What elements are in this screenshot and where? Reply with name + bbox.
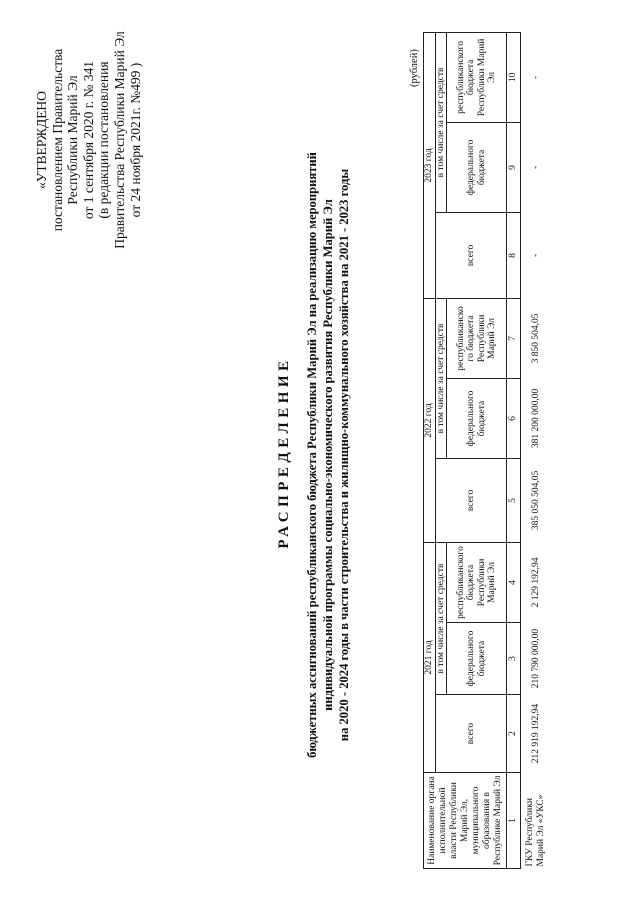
- document-subtitle: [304, 25, 352, 885]
- header-row-years: [424, 32, 436, 868]
- approval-line: «УТВЕРЖДЕНО: [34, 91, 49, 189]
- column-number: 1: [507, 773, 521, 869]
- approval-line: от 24 ноября 2021г. №499 ): [127, 62, 143, 218]
- year-header: 2021 год: [424, 542, 436, 772]
- federal-header: федерального бюджета: [447, 122, 507, 212]
- value-cell: -: [530, 75, 541, 80]
- value-cell: -: [530, 253, 541, 258]
- including-header: в том числе за счет средств: [435, 298, 447, 458]
- value-cell: 3 850 504,05: [530, 313, 541, 364]
- value-cell: 212 919 192,94: [530, 703, 541, 764]
- header-row-including: [435, 32, 447, 868]
- approval-line: Республики Марий Эл: [65, 75, 81, 205]
- approval-line: постановлением Правительства: [49, 48, 65, 232]
- approval-line: Правительства Республики Марий Эл: [111, 31, 127, 249]
- year-header: 2023 год: [424, 32, 436, 298]
- column-number: 5: [507, 458, 521, 542]
- column-number-row: [507, 32, 521, 868]
- federal-header: федерального бюджета: [447, 623, 507, 695]
- republic-header: республиканского бюджета Республики Марий Эл: [447, 542, 507, 622]
- approval-line: от 1 сентября 2020 г. № 341: [80, 60, 96, 220]
- column-number: 10: [507, 32, 521, 122]
- approval-line: (в редакции постановления: [96, 61, 112, 219]
- total-header: всего: [435, 695, 507, 773]
- column-number: 2: [507, 695, 521, 773]
- unit-label: (рублей): [409, 49, 420, 87]
- federal-header: федерального бюджета: [447, 378, 507, 458]
- subtitle-line: бюджетных ассигнований республиканского бюджета Республики Марий Эл на реализацию мероприятий: [305, 152, 319, 758]
- document-title: РАСПРЕДЕЛЕНИЕ: [276, 356, 292, 549]
- total-header: всего: [435, 212, 507, 298]
- republic-header: республиканского бюджета Республики Марий Эл: [447, 32, 507, 122]
- column-number: 8: [507, 212, 521, 298]
- column-number: 6: [507, 378, 521, 458]
- column-number: 3: [507, 623, 521, 695]
- value-cell: -: [530, 165, 541, 170]
- value-cell: 2 129 192,94: [530, 557, 541, 608]
- subtitle-line: на 2020 - 2024 годы в части строительства и жилищно-коммунального хозяйства на 2021 - 2023 годы: [337, 168, 351, 742]
- column-number: 9: [507, 122, 521, 212]
- allocation-table: [423, 32, 551, 869]
- value-cell: 385 050 504,05: [530, 470, 541, 531]
- value-cell: 381 200 000,00: [530, 388, 541, 449]
- name-column-header: Наименование органа исполнительной власти Республики Марий Эл, муниципального образования в Республике Марий Эл: [424, 773, 507, 869]
- approval-stamp: [34, 15, 143, 265]
- organization-name: ГКУ Республики Марий Эл «УКС»: [525, 794, 546, 867]
- value-cell: 210 790 000,00: [530, 628, 541, 689]
- including-header: в том числе за счет средств: [435, 542, 447, 694]
- column-number: 4: [507, 542, 521, 622]
- column-number: 7: [507, 298, 521, 378]
- year-header: 2022 год: [424, 298, 436, 542]
- table-row: [521, 32, 552, 868]
- subtitle-line: индивидуальной программы социально-экономического развития Республики Марий Эл: [321, 199, 335, 711]
- total-header: всего: [435, 458, 507, 542]
- republic-header: республиканско го бюджета Республики Марий Эл: [447, 298, 507, 378]
- including-header: в том числе за счет средств: [435, 32, 447, 212]
